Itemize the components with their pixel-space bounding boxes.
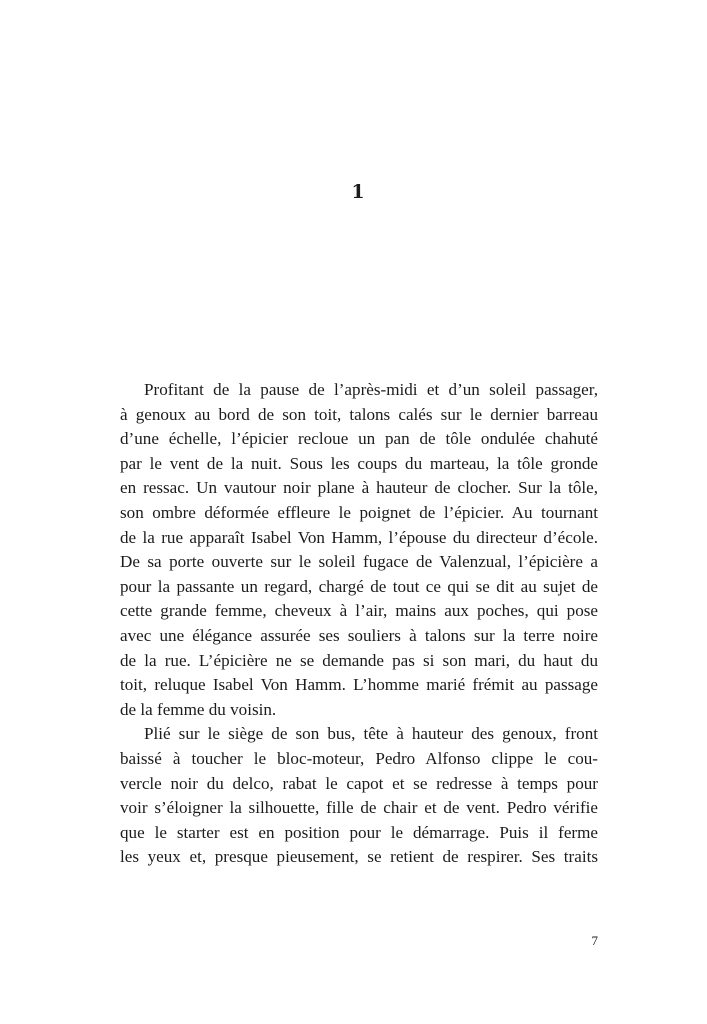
text-line: cette grande femme, cheveux à l’air, mains aux poches, qui pose: [120, 601, 598, 621]
text-line: son ombre déformée effleure le poignet de l’épicier. Au tournant: [120, 502, 598, 522]
text-line: De sa porte ouverte sur le soleil fugace de Valenzual, l’épicière a: [120, 552, 598, 572]
text-line: d’une échelle, l’épicier recloue un pan de tôle ondulée chahuté: [120, 429, 598, 449]
text-line: de la rue apparaît Isabel Von Hamm, l’épouse du directeur d’école.: [120, 527, 598, 547]
text-line: de la femme du voisin.: [120, 699, 277, 719]
text-line: toit, reluque Isabel Von Hamm. L’homme marié frémit au passage: [120, 675, 598, 695]
text-line: Profitant de la pause de l’après-midi et d’un soleil passager,: [144, 380, 598, 399]
chapter-number: 1: [351, 181, 365, 203]
page-number: 7: [591, 933, 598, 948]
text-line: baissé à toucher le bloc-moteur, Pedro Alfonso clippe le cou-: [120, 748, 598, 768]
text-line: par le vent de la nuit. Sous les coups du marteau, la tôle gronde: [120, 453, 598, 473]
text-line: voir s’éloigner la silhouette, fille de chair et de vent. Pedro vérifie: [120, 798, 598, 818]
text-line: à genoux au bord de son toit, talons calés sur le dernier barreau: [120, 404, 598, 424]
text-line: que le starter est en position pour le démarrage. Puis il ferme: [120, 822, 598, 842]
text-line: vercle noir du delco, rabat le capot et se redresse à temps pour: [120, 773, 598, 793]
text-line: les yeux et, presque pieusement, se retient de respirer. Ses traits: [120, 847, 598, 867]
text-line: Plié sur le siège de son bus, tête à hauteur des genoux, front: [144, 724, 598, 744]
text-line: avec une élégance assurée ses souliers à talons sur la terre noire: [120, 625, 598, 645]
text-line: en ressac. Un vautour noir plane à hauteur de clocher. Sur la tôle,: [120, 478, 598, 498]
text-line: de la rue. L’épicière ne se demande pas si son mari, du haut du: [120, 650, 598, 670]
chapter-text: [120, 378, 598, 870]
text-line: pour la passante un regard, chargé de tout ce qui se dit au sujet de: [120, 576, 598, 596]
